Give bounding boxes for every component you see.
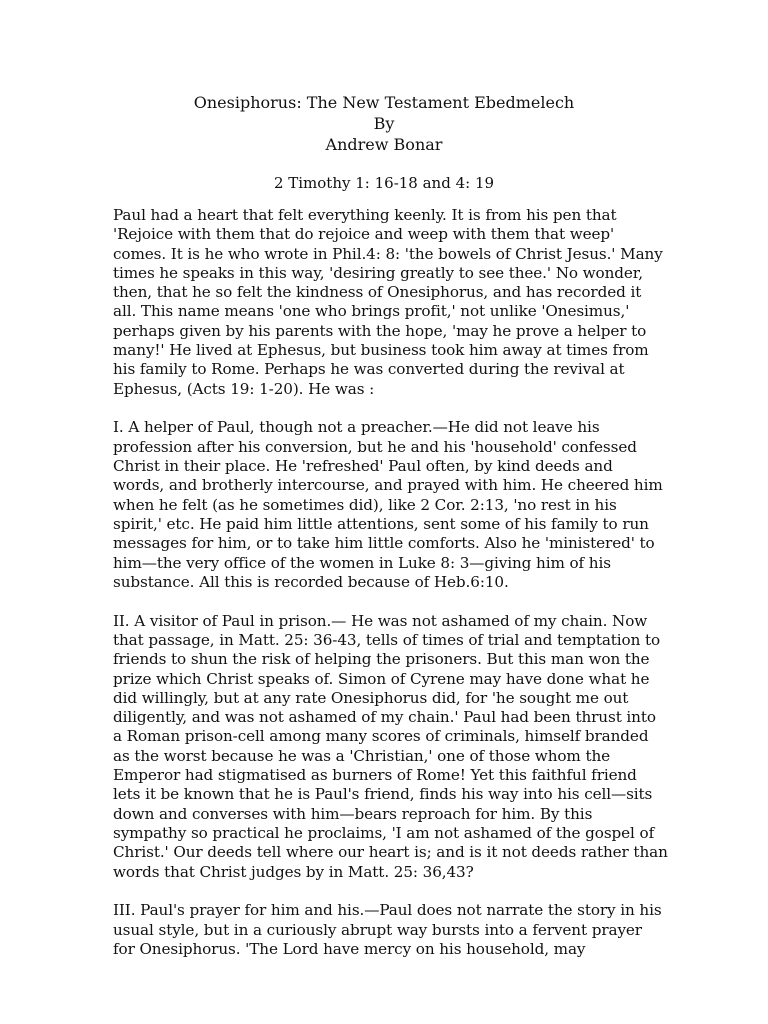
byline-by: By [373,114,395,133]
paragraph-visitor: II. A visitor of Paul in prison.— He was not ashamed of my chain. Now that passage, in Matt. 25: 36-43, tells of times of trial and temptation to friends to shun the risk of helping the prisoners. But this man won the prize which Christ speaks of. Simon of Cyrene may have done what he did willingly, but at any rate Onesiphorus did, for 'he sought me out diligently, and was not ashamed of my chain.' Paul had been thrust into a Roman prison-cell among many scores of criminals, himself branded as the worst because he was a 'Christian,' one of those whom the Emperor had stigmatised as burners of Rome! Yet this faithful friend lets it be known that he is Paul's friend, finds his way into his cell—sits down and converses with him—bears reproach for him. By this sympathy so practical he proclaims, 'I am not ashamed of the gospel of Christ.' Our deeds tell where our heart is; and is it not deeds rather than words that Christ judges by in Matt. 25: 36,43? [113,611,668,881]
scripture-reference: 2 Timothy 1: 16-18 and 4: 19 [273,174,495,192]
author-name: Andrew Bonar [325,135,443,154]
document-title: Onesiphorus: The New Testament Ebedmelech [193,93,575,112]
document-body [113,206,668,979]
paragraph-prayer: III. Paul's prayer for him and his.—Paul does not narrate the story in his usual style, but in a curiously abrupt way bursts into a fervent prayer for Onesiphorus. 'The Lord have mercy on his household, may [113,901,662,958]
paragraph-helper: I. A helper of Paul, though not a preacher.—He did not leave his profession after his conversion, but he and his 'household' confessed Christ in their place. He 'refreshed' Paul often, by kind deeds and words, and brotherly intercourse, and prayed with him. He cheered him when he felt (as he sometimes did), like 2 Cor. 2:13, 'no rest in his spirit,' etc. He paid him little attentions, sent some of his family to run messages for him, or to take him little comforts. Also he 'ministered' to him—the very office of the women in Luke 8: 3—giving him of his substance. All this is recorded because of Heb.6:10. [113,418,663,591]
title-block [0,92,768,155]
paragraph-intro: Paul had a heart that felt everything keenly. It is from his pen that 'Rejoice with them that do rejoice and weep with them that weep' comes. It is he who wrote in Phil.4: 8: 'the bowels of Christ Jesus.' Many times he speaks in this way, 'desiring greatly to see thee.' No wonder, then, that he so felt the kindness of Onesiphorus, and has recorded it all. This name means 'one who brings profit,' not unlike 'Onesimus,' perhaps given by his parents with the hope, 'may he prove a helper to many!' He lived at Ephesus, but business took him away at times from his family to Rome. Perhaps he was converted during the revival at Ephesus, (Acts 19: 1-20). He was : [113,206,663,398]
